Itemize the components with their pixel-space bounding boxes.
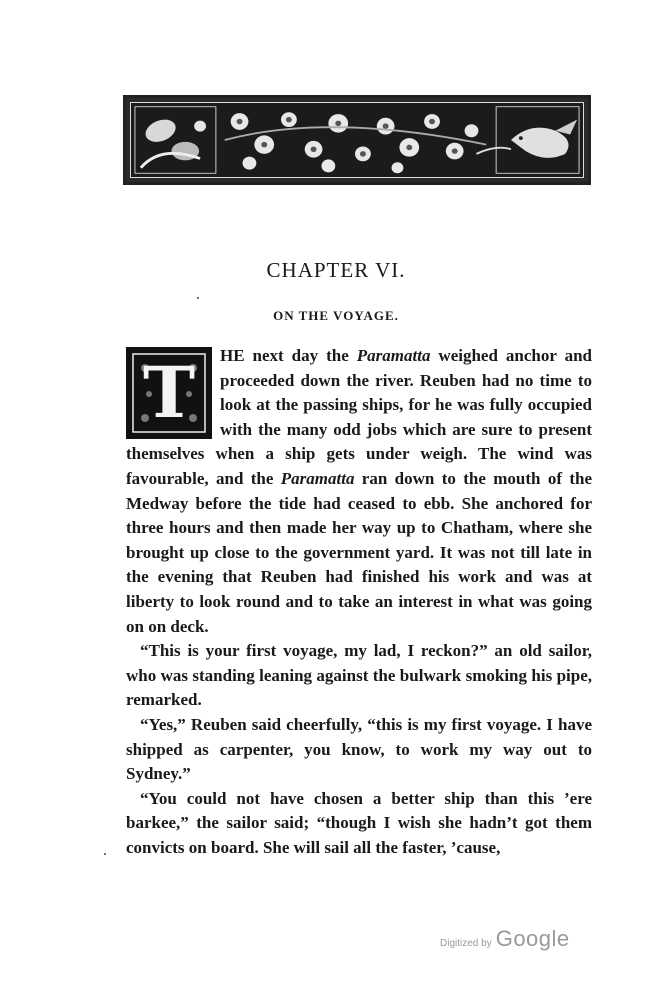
paragraph-text: HE next day the	[220, 346, 357, 365]
ship-name: Paramatta	[280, 468, 355, 488]
dropcap-letter: T	[142, 350, 196, 434]
paragraph-text: “You could not have chosen a better ship than this ’ere barkee,” the sailor said; “though I wish she hadn’t got them convicts on board. She will sail all the faster, ’cause,	[126, 788, 592, 857]
chapter-subtitle: ON THE VOYAGE.	[273, 308, 399, 323]
speck	[197, 297, 199, 299]
paragraph-text: weighed anchor and proceeded down the river. Reuben had no time to look at the passing ships, for he was fully occupied with the many odd jobs which are sure to present themselves when a ship gets under weigh. The wind was favourable, and the	[126, 346, 593, 488]
floral-bird-ornament-icon	[130, 102, 584, 178]
digitization-watermark	[440, 926, 570, 952]
ship-name: Paramatta	[356, 346, 431, 365]
paragraph-text: ran down to the mouth of the Medway before the tide had ceased to ebb. She anchored for three hours and then made her way up to Chatham, where she brought up close to the government yard. It was not till late in the evening that Reuben had finished his work and was at liberty to look round and to take an interest in what was going on on deck.	[126, 468, 592, 636]
speck	[104, 853, 106, 855]
ornamental-initial-icon	[126, 347, 212, 439]
watermark-prefix: Digitized by	[440, 938, 492, 949]
paragraph	[126, 639, 592, 713]
ornamental-header-banner	[123, 95, 591, 185]
paragraph	[126, 787, 592, 861]
chapter-title: CHAPTER VI.	[266, 258, 406, 282]
paragraph	[126, 713, 592, 787]
paragraph-text: “This is your first voyage, my lad, I reckon?” an old sailor, who was standing leaning against the bulwark smoking his pipe, remarked.	[126, 641, 592, 710]
watermark-brand: Google	[495, 926, 570, 951]
body-text	[126, 344, 592, 860]
paragraph-text: “Yes,” Reuben said cheerfully, “this is my first voyage. I have shipped as carpenter, you know, to work my way out to Sydney.”	[126, 714, 592, 784]
